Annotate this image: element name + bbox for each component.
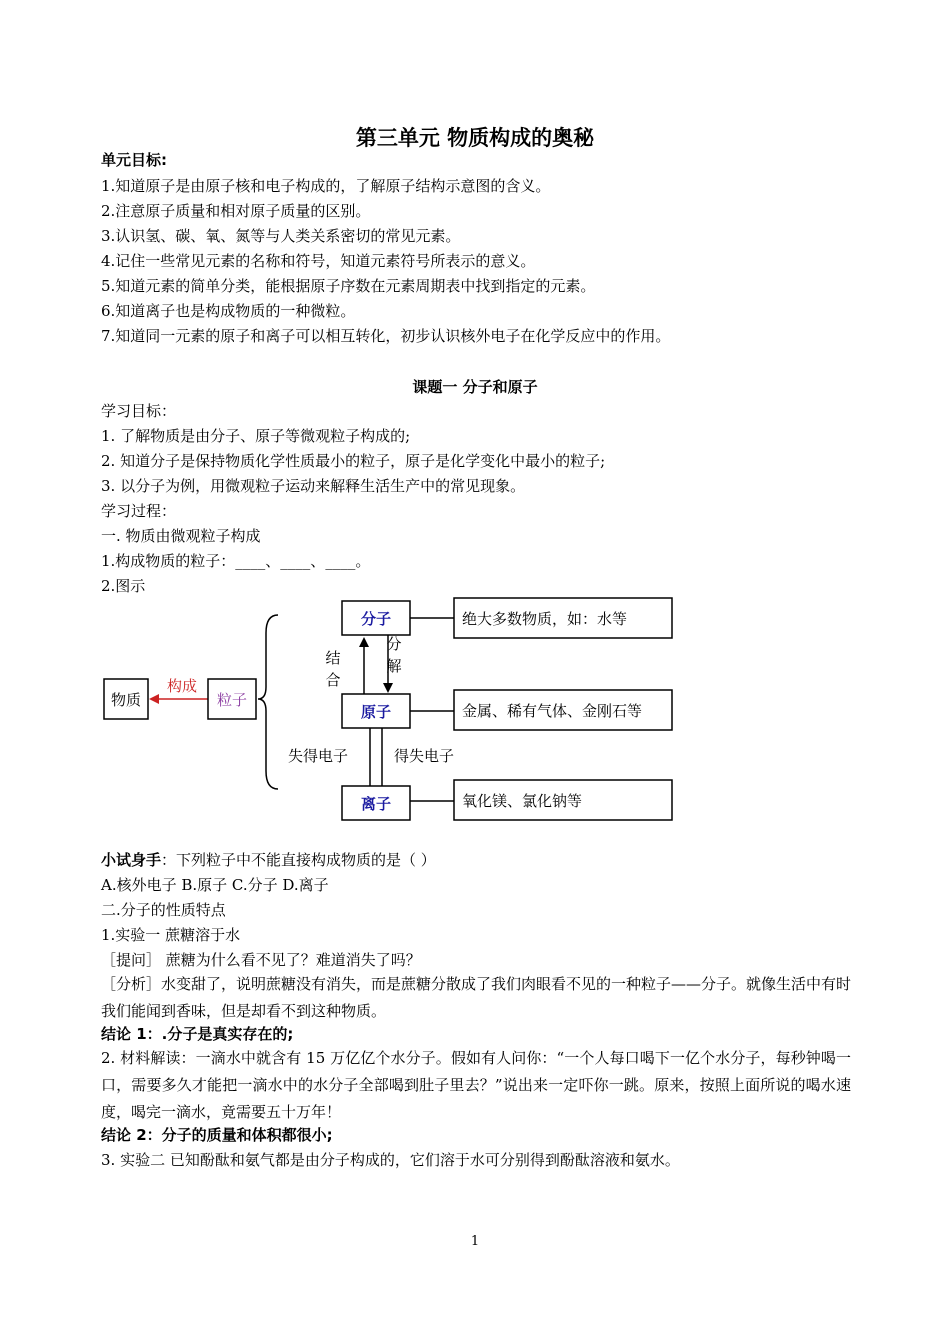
ion-example: 氧化镁、氯化钠等 — [462, 792, 583, 810]
unit-goal-item: 1.知道原子是由原子核和电子构成的，了解原子结构示意图的含义。 — [101, 177, 551, 195]
learning-goal-item: 2. 知道分子是保持物质化学性质最小的粒子，原子是化学变化中最小的粒子; — [101, 452, 606, 470]
quiz-question — [101, 850, 436, 870]
page-number: 1 — [470, 1234, 480, 1249]
atom-label: 原子 — [360, 703, 392, 721]
quiz-label: 小试身手 — [101, 851, 162, 869]
lesson-heading: 课题一 分子和原子 — [412, 378, 538, 396]
unit-goal-item: 7.知道同一元素的原子和离子可以相互转化，初步认识核外电子在化学反应中的作用。 — [101, 327, 671, 345]
arrow-head — [359, 637, 369, 647]
unit-goal-item: 2.注意原子质量和相对原子质量的区别。 — [101, 202, 371, 220]
molecule-example: 绝大多数物质，如：水等 — [462, 610, 628, 628]
arrow-head — [383, 683, 393, 693]
decompose-label: 分 — [386, 635, 402, 653]
unit-goal-item: 4.记住一些常见元素的名称和符号，知道元素符号所表示的意义。 — [101, 252, 536, 270]
gain-lose-label: 得失电子 — [393, 747, 455, 765]
substance-label: 物质 — [110, 691, 142, 709]
learning-goal-item: 3. 以分子为例，用微观粒子运动来解释生活生产中的常见现象。 — [101, 477, 526, 495]
unit-goals-heading: 单元目标: — [101, 151, 167, 169]
experiment-2: 3. 实验二 已知酚酞和氨气都是由分子构成的，它们溶于水可分别得到酚酞溶液和氨水。 — [101, 1151, 680, 1169]
unit-goal-item: 6.知道离子也是构成物质的一种微粒。 — [101, 302, 356, 320]
experiment-1: 1.实验一 蔗糖溶于水 — [101, 926, 241, 944]
conclusion-2: 结论 2：分子的质量和体积都很小; — [101, 1126, 333, 1144]
learning-goal-item: 1. 了解物质是由分子、原子等微观粒子构成的; — [101, 427, 411, 445]
molecule-label: 分子 — [360, 610, 392, 628]
unit-goal-item: 5.知道元素的简单分类，能根据原子序数在元素周期表中找到指定的元素。 — [101, 277, 596, 295]
lose-gain-label: 失得电子 — [287, 747, 349, 765]
unit-goal-item: 3.认识氢、碳、氧、氮等与人类关系密切的常见元素。 — [101, 227, 461, 245]
particle-diagram — [100, 593, 700, 829]
decompose-label: 解 — [386, 657, 402, 675]
section-heading: 一. 物质由微观粒子构成 — [101, 527, 261, 545]
question-prompt: ［提问］ 蔗糖为什么看不见了？难道消失了吗？ — [101, 951, 421, 969]
arrow-head — [149, 694, 159, 704]
analysis-paragraph: ［分析］水变甜了，说明蔗糖没有消失，而是蔗糖分散成了我们肉眼看不见的一种粒子——分子。就像生活中有时我们能闻到香味，但是却看不到这种物质。 — [101, 975, 852, 1020]
learning-process-heading: 学习过程： — [101, 502, 177, 520]
composes-label: 构成 — [166, 677, 198, 695]
particle-label: 粒子 — [216, 691, 248, 709]
atom-example: 金属、稀有气体、金刚石等 — [462, 702, 643, 720]
brace — [258, 615, 278, 789]
figure-label: 2.图示 — [101, 577, 146, 595]
reading-paragraph: 2. 材料解读：一滴水中就含有 15 万亿亿个水分子。假如有人问你：“一个人每口喝下一亿个水分子，每秒钟喝一口，需要多久才能把一滴水中的水分子全部喝到肚子里去？”说出来一定吓你一跳。原来，按照上面所说的喝水速度，喝完一滴水，竟需要五十万年！ — [101, 1049, 851, 1121]
conclusion-1: 结论 1：.分子是真实存在的; — [101, 1025, 294, 1043]
learning-goals-heading: 学习目标： — [101, 402, 177, 420]
ion-label: 离子 — [360, 795, 392, 813]
combine-label: 结 — [325, 649, 341, 667]
question-particles: 1.构成物质的粒子：____、____、____。 — [101, 552, 371, 570]
quiz-options: A.核外电子 B.原子 C.分子 D.离子 — [101, 876, 329, 894]
page-title: 第三单元 物质构成的奥秘 — [355, 126, 595, 150]
quiz-text: ：下列粒子中不能直接构成物质的是（ ） — [161, 851, 436, 869]
combine-label: 合 — [325, 671, 341, 689]
section-heading: 二.分子的性质特点 — [101, 901, 226, 919]
